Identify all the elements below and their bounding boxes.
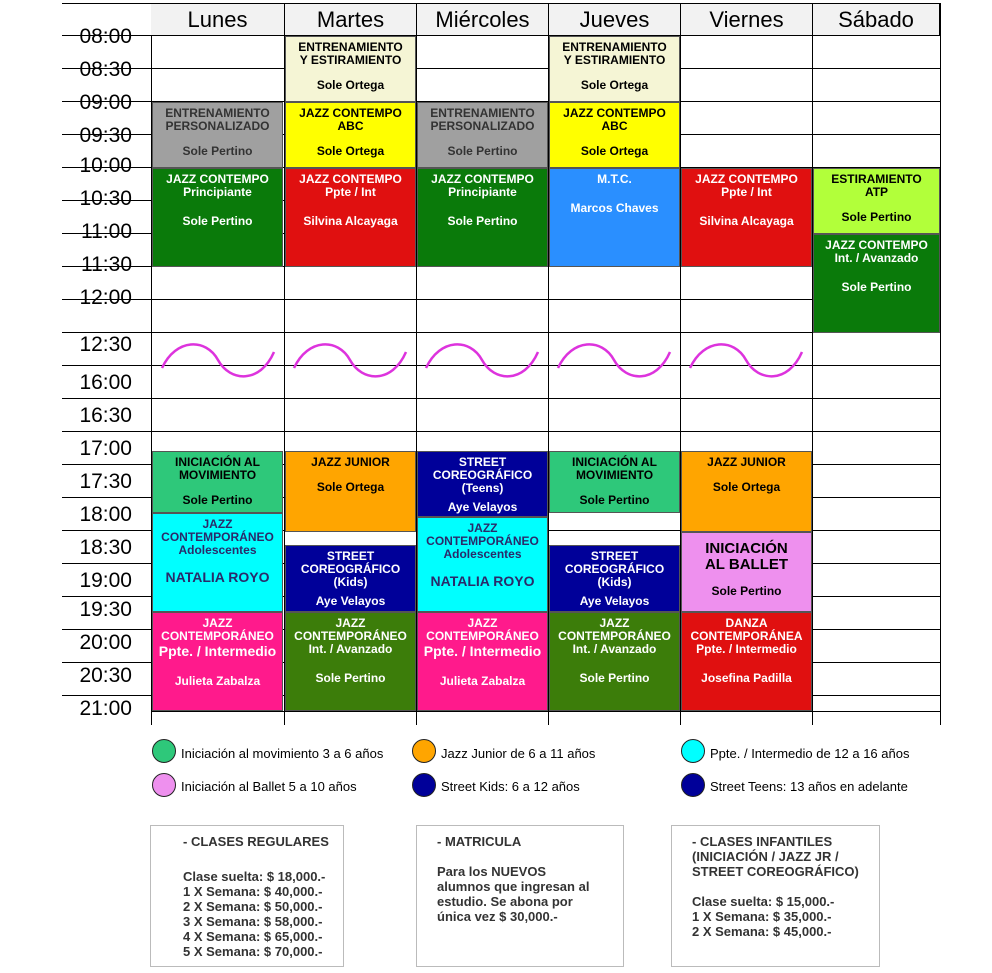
price-line: 2 X Semana: $ 50,000.- — [183, 899, 323, 914]
class-title: JAZZ CONTEMPORÁNEO — [161, 616, 274, 643]
legend-dot-mint — [152, 739, 176, 763]
day-header-jueves: Jueves — [549, 4, 681, 35]
class-level: (Teens) — [461, 481, 504, 495]
class-instructor: Julieta Zabalza — [174, 674, 261, 688]
class-title: JAZZ CONTEMPORÁNEO — [426, 616, 539, 643]
class-title: ENTRENAMIENTO Y ESTIRAMIENTO — [562, 40, 667, 67]
class-instructor: Sole Pertino — [447, 214, 518, 228]
class-title: M.T.C. — [597, 172, 632, 186]
legend-item: Ppte. / Intermedio de 12 a 16 años — [710, 746, 910, 761]
class-instructor: Sole Pertino — [182, 144, 253, 158]
price-box-matricula — [416, 825, 624, 967]
price-line: Clase suelta: $ 18,000.- — [183, 869, 326, 884]
class-instructor: NATALIA ROYO — [165, 569, 270, 585]
time-label: 10:00 — [79, 154, 132, 177]
time-label: 19:30 — [79, 598, 132, 621]
legend-item: Jazz Junior de 6 a 11 años — [441, 746, 596, 761]
class-title: JAZZ CONTEMPORÁNEO — [294, 616, 407, 643]
legend-item: Iniciación al Ballet 5 a 10 años — [181, 779, 357, 794]
class-title: JAZZ CONTEMPO ABC — [563, 106, 666, 133]
price-box-infantiles — [671, 825, 880, 967]
class-title: STREET COREOGRÁFICO — [432, 455, 533, 482]
class-title: JAZZ CONTEMPO — [299, 172, 402, 186]
class-title: STREET COREOGRÁFICO — [300, 549, 401, 576]
legend-dot-navy — [412, 773, 436, 797]
class-title: DANZA CONTEMPORÁNEA — [690, 616, 803, 643]
time-label: 16:30 — [79, 404, 132, 427]
class-instructor: Sole Ortega — [316, 144, 385, 158]
class-instructor: Sole Pertino — [182, 493, 253, 507]
time-label: 18:00 — [79, 503, 132, 526]
class-level: Adolescentes — [178, 543, 257, 557]
class-title: JAZZ CONTEMPORÁNEO — [426, 521, 539, 548]
time-label: 17:30 — [79, 470, 132, 493]
class-instructor: Sole Ortega — [316, 78, 385, 92]
class-level: Int. / Avanzado — [834, 251, 919, 265]
class-level: Ppte / Int — [325, 185, 376, 199]
legend-item: Iniciación al movimiento 3 a 6 años — [181, 746, 384, 761]
class-level: Int. / Avanzado — [572, 642, 657, 656]
class-title: ENTRENAMIENTO PERSONALIZADO — [165, 106, 270, 133]
matricula-line: Para los NUEVOS — [437, 864, 547, 879]
class-instructor: Sole Pertino — [711, 584, 782, 598]
class-instructor: Sole Pertino — [841, 280, 912, 294]
legend-dot-cyan — [681, 739, 705, 763]
class-instructor: Aye Velayos — [447, 500, 518, 514]
class-instructor: Sole Ortega — [316, 480, 385, 494]
matricula-line: estudio. Se abona por — [437, 894, 573, 909]
class-instructor: Silvina Alcayaga — [699, 214, 794, 228]
day-header-martes: Martes — [285, 4, 417, 35]
time-label: 12:00 — [79, 286, 132, 309]
break-wave-icon — [690, 344, 802, 376]
class-title: JAZZ JUNIOR — [707, 455, 786, 469]
price-line: 2 X Semana: $ 45,000.- — [692, 924, 832, 939]
class-level: Ppte. / Intermedio — [696, 642, 797, 656]
time-label: 21:00 — [79, 697, 132, 720]
class-instructor: Sole Pertino — [315, 671, 386, 685]
matricula-line: única vez $ 30,000.- — [437, 909, 558, 924]
time-label: 12:30 — [79, 333, 132, 356]
day-header-viernes: Viernes — [681, 4, 813, 35]
time-label: 11:00 — [81, 220, 132, 243]
price-box-regulares — [150, 825, 344, 967]
class-level: Principiante — [183, 185, 252, 199]
class-title: ENTRENAMIENTO Y ESTIRAMIENTO — [298, 40, 403, 67]
class-instructor: Sole Ortega — [712, 480, 781, 494]
class-instructor: Aye Velayos — [315, 594, 386, 608]
class-title: STREET COREOGRÁFICO — [564, 549, 665, 576]
legend-item: Street Teens: 13 años en adelante — [710, 779, 908, 794]
price-line: 1 X Semana: $ 40,000.- — [183, 884, 323, 899]
class-title: ENTRENAMIENTO PERSONALIZADO — [430, 106, 535, 133]
class-title: INICIACIÓN AL MOVIMIENTO — [572, 455, 657, 482]
time-label: 17:00 — [79, 437, 132, 460]
class-instructor: Sole Ortega — [580, 144, 649, 158]
class-level: Ppte. / Intermedio — [158, 643, 277, 659]
class-level: Adolescentes — [443, 547, 522, 561]
time-label: 11:30 — [81, 253, 132, 276]
class-level: Principiante — [448, 185, 517, 199]
class-instructor: Sole Pertino — [579, 671, 650, 685]
class-title: INICIACIÓN AL BALLET — [704, 540, 789, 573]
class-level: (Kids) — [333, 575, 368, 589]
break-wave-icon — [162, 344, 274, 376]
time-label: 08:30 — [79, 58, 132, 81]
time-label: 09:30 — [79, 124, 132, 147]
class-level: Int. / Avanzado — [308, 642, 393, 656]
class-instructor: Sole Pertino — [579, 493, 650, 507]
class-instructor: Josefina Padilla — [701, 671, 792, 685]
time-label: 18:30 — [79, 536, 132, 559]
price-box-title: - CLASES REGULARES — [183, 834, 329, 849]
price-box-title-2: (INICIACIÓN / JAZZ JR / — [692, 849, 839, 864]
time-label: 20:00 — [79, 631, 132, 654]
class-title: JAZZ CONTEMPO — [695, 172, 798, 186]
class-title: JAZZ CONTEMPORÁNEO — [558, 616, 671, 643]
class-instructor: Silvina Alcayaga — [303, 214, 398, 228]
price-line: 5 X Semana: $ 70,000.- — [183, 944, 323, 959]
class-title: JAZZ CONTEMPO — [431, 172, 534, 186]
day-header-miercoles: Miércoles — [417, 4, 549, 35]
price-box-title-1: - CLASES INFANTILES — [692, 834, 833, 849]
legend-dot-navy-2 — [681, 773, 705, 797]
day-header-lunes: Lunes — [151, 4, 285, 35]
class-title: JAZZ CONTEMPO ABC — [299, 106, 402, 133]
price-line: Clase suelta: $ 15,000.- — [692, 894, 835, 909]
class-instructor: Marcos Chaves — [570, 201, 659, 215]
class-instructor: Sole Pertino — [841, 210, 912, 224]
time-label: 08:00 — [79, 25, 132, 48]
price-line: 3 X Semana: $ 58,000.- — [183, 914, 323, 929]
price-box-title-3: STREET COREOGRÁFICO) — [692, 864, 859, 879]
break-wave-icon — [294, 344, 406, 376]
time-label: 09:00 — [79, 91, 132, 114]
class-instructor: Julieta Zabalza — [439, 674, 526, 688]
class-title: JAZZ CONTEMPO — [825, 238, 928, 252]
break-wave-icon — [558, 344, 670, 376]
day-header-sabado: Sábado — [813, 4, 940, 35]
price-box-title: - MATRICULA — [437, 834, 522, 849]
class-instructor: Sole Pertino — [447, 144, 518, 158]
time-label: 16:00 — [79, 371, 132, 394]
class-title: JAZZ CONTEMPO — [166, 172, 269, 186]
time-label: 20:30 — [79, 664, 132, 687]
class-instructor: NATALIA ROYO — [430, 573, 535, 589]
class-instructor: Aye Velayos — [579, 594, 650, 608]
class-instructor: Sole Pertino — [182, 214, 253, 228]
price-line: 1 X Semana: $ 35,000.- — [692, 909, 832, 924]
class-title: JAZZ CONTEMPORÁNEO — [161, 517, 274, 544]
break-wave-icon — [426, 344, 538, 376]
legend-dot-violet — [152, 773, 176, 797]
class-level: Ppte / Int — [721, 185, 772, 199]
class-level: (Kids) — [597, 575, 632, 589]
legend-dot-orange — [412, 739, 436, 763]
matricula-line: alumnos que ingresan al — [437, 879, 590, 894]
time-label: 19:00 — [79, 569, 132, 592]
class-level: Ppte. / Intermedio — [423, 643, 542, 659]
class-instructor: Sole Ortega — [580, 78, 649, 92]
class-title: JAZZ JUNIOR — [311, 455, 390, 469]
price-line: 4 X Semana: $ 65,000.- — [183, 929, 323, 944]
class-title: ESTIRAMIENTO ATP — [831, 172, 922, 199]
class-title: INICIACIÓN AL MOVIMIENTO — [175, 455, 260, 482]
legend-item: Street Kids: 6 a 12 años — [441, 779, 580, 794]
time-label: 10:30 — [79, 187, 132, 210]
